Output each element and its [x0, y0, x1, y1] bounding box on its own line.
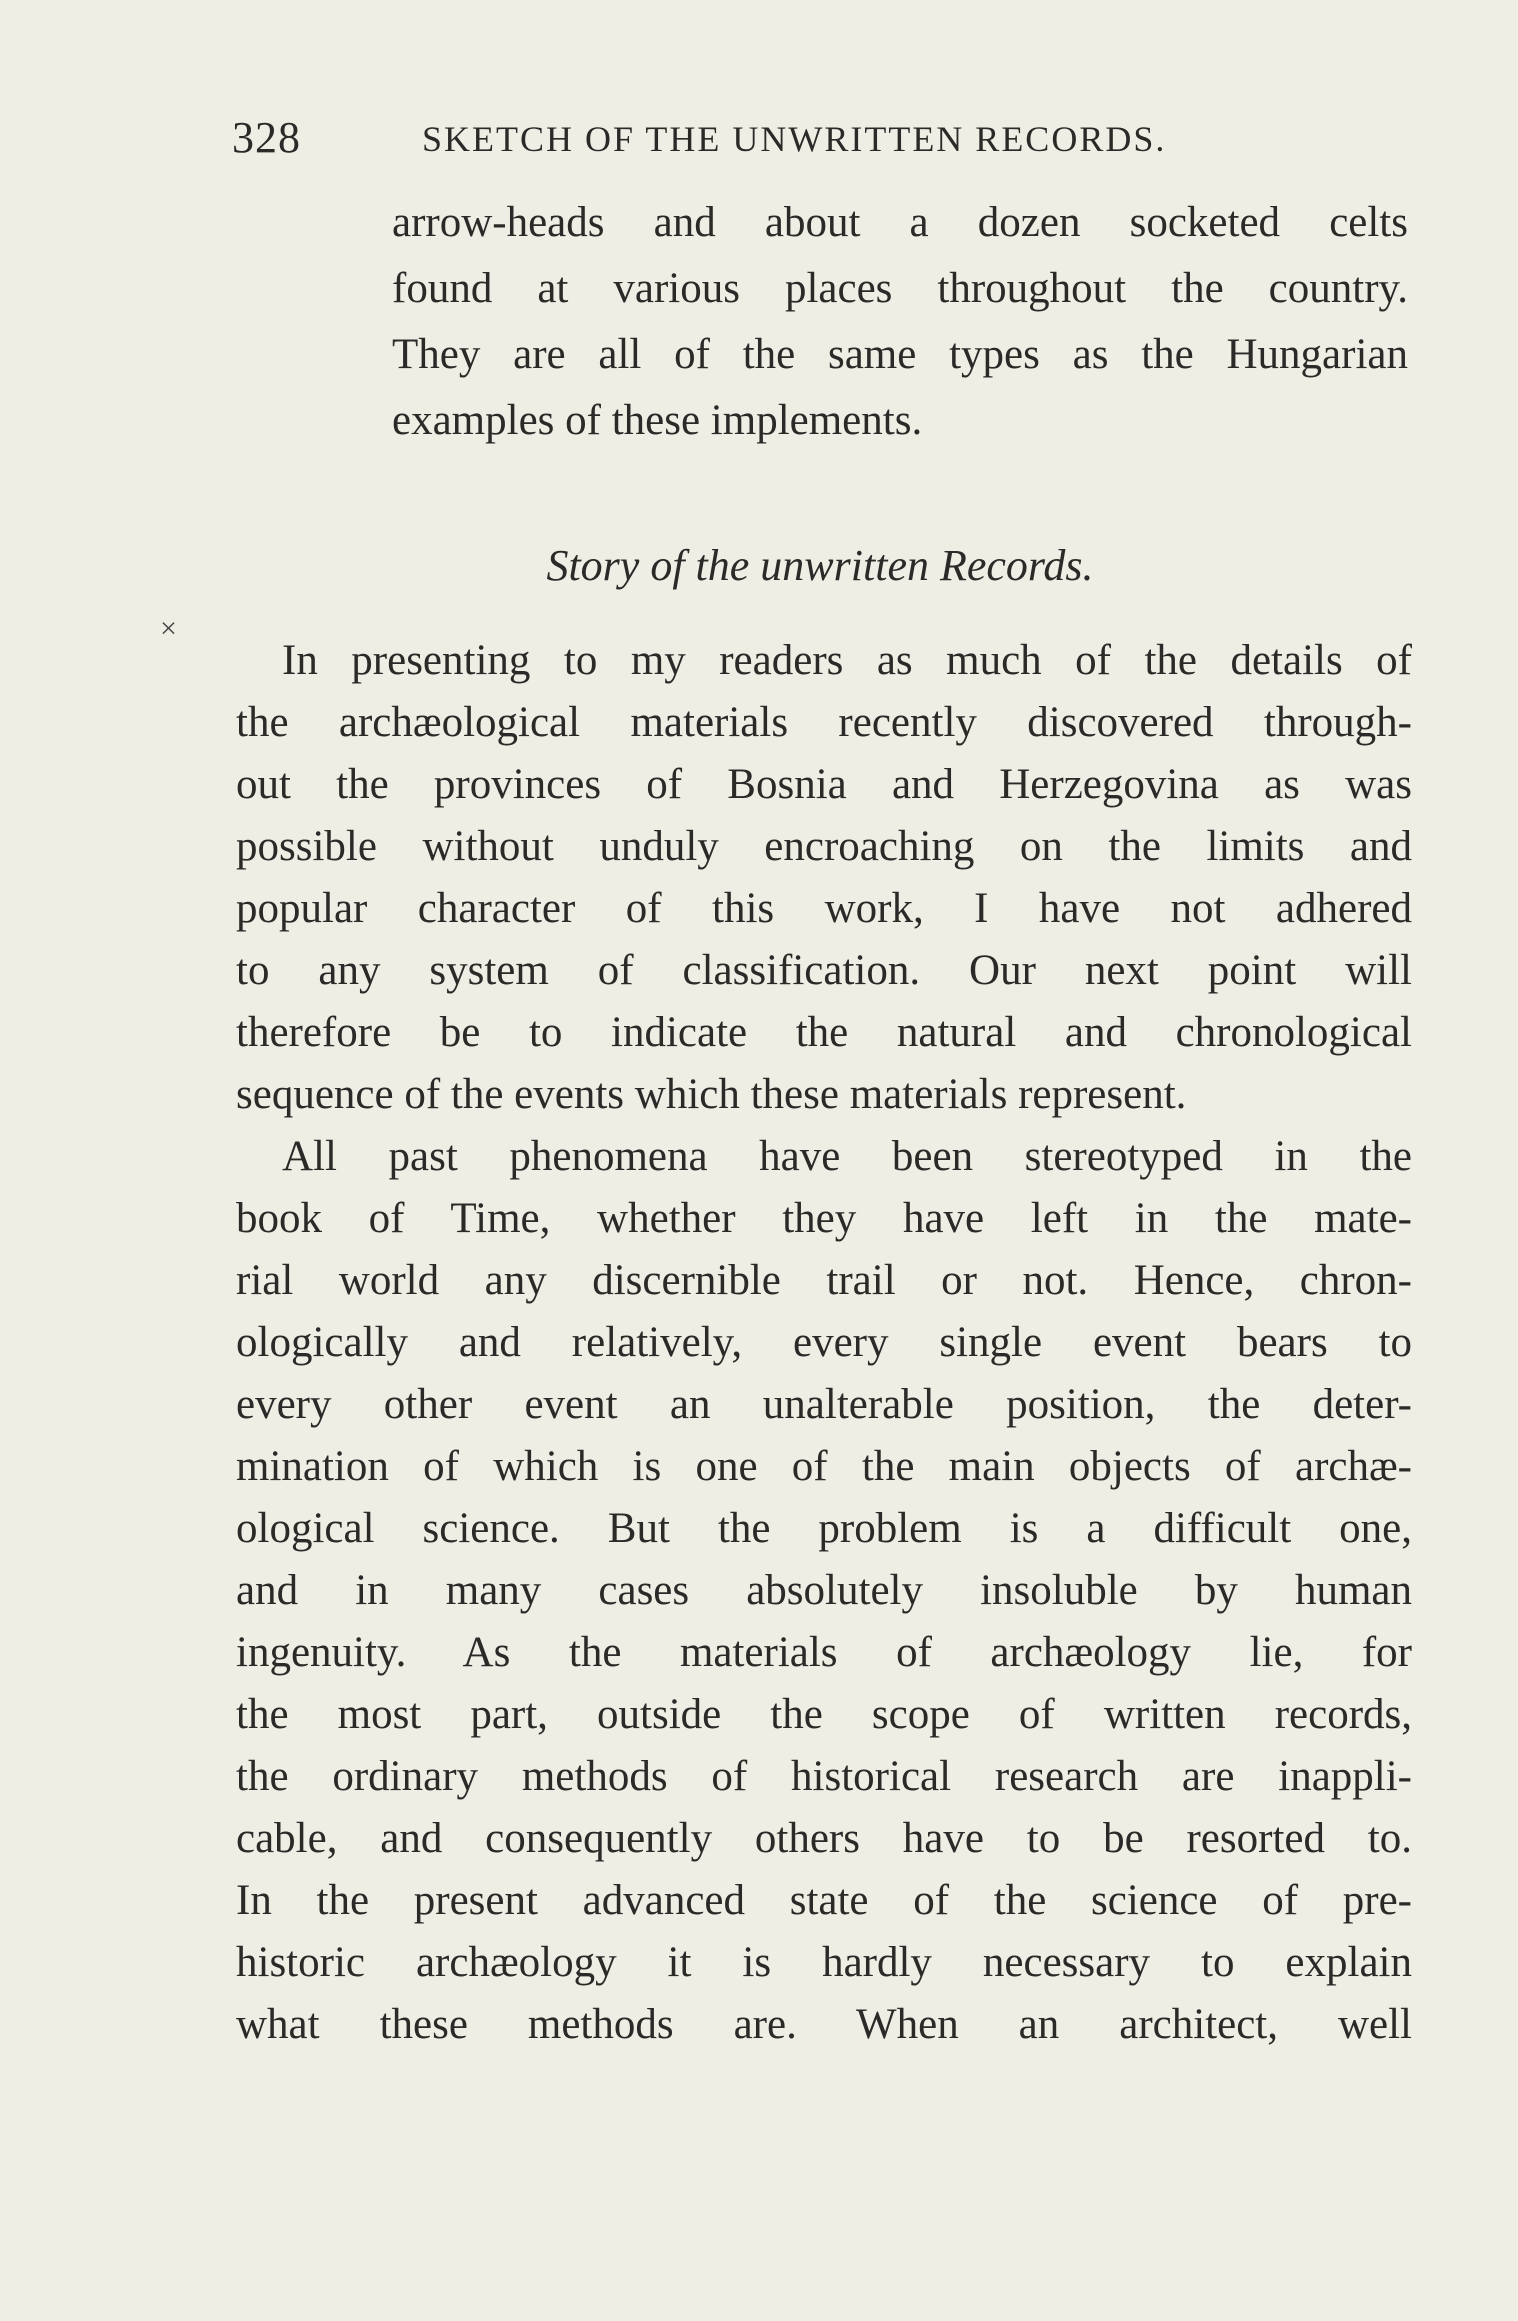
- text-line: the archæological materials recently discovered through-: [236, 699, 1412, 746]
- text-line: possible without unduly encroaching on the limits and: [236, 823, 1412, 870]
- text-line: historic archæology it is hardly necessary to explain: [236, 1939, 1412, 1986]
- page-header: [232, 112, 1232, 172]
- text-line: popular character of this work, I have not adhered: [236, 885, 1412, 932]
- running-head: SKETCH OF THE UNWRITTEN RECORDS.: [422, 119, 1167, 159]
- text-line: ingenuity. As the materials of archæology lie, for: [236, 1629, 1412, 1676]
- text-line: cable, and consequently others have to be resorted to.: [236, 1815, 1412, 1862]
- text-line: In the present advanced state of the science of pre-: [236, 1877, 1412, 1924]
- body-paragraphs: [236, 630, 1412, 2056]
- text-line: the ordinary methods of historical research are inappli-: [236, 1753, 1412, 1800]
- text-line: They are all of the same types as the Hungarian: [392, 331, 1408, 378]
- text-line: sequence of the events which these materials represent.: [236, 1071, 1187, 1118]
- text-line: to any system of classification. Our next point will: [236, 947, 1412, 994]
- text-line: arrow-heads and about a dozen socketed celts: [392, 199, 1408, 246]
- text-line: every other event an unalterable position, the deter-: [236, 1381, 1412, 1428]
- page-number: 328: [232, 113, 301, 162]
- text-line: examples of these implements.: [392, 397, 923, 444]
- text-line: therefore be to indicate the natural and chronological: [236, 1009, 1412, 1056]
- text-line: rial world any discernible trail or not. Hence, chron-: [236, 1257, 1412, 1304]
- text-line: All past phenomena have been stereotyped in the: [282, 1133, 1412, 1180]
- text-line: the most part, outside the scope of written records,: [236, 1691, 1412, 1738]
- text-line: mination of which is one of the main objects of archæ-: [236, 1443, 1412, 1490]
- margin-annotation: ×: [160, 612, 177, 645]
- text-line: and in many cases absolutely insoluble by human: [236, 1567, 1412, 1614]
- text-line: out the provinces of Bosnia and Herzegovina as was: [236, 761, 1412, 808]
- text-line: ologically and relatively, every single event bears to: [236, 1319, 1412, 1366]
- intro-paragraph: [392, 190, 1408, 454]
- text-line: In presenting to my readers as much of the details of: [282, 637, 1412, 684]
- text-line: what these methods are. When an architect, well: [236, 2001, 1412, 2048]
- text-line: ological science. But the problem is a difficult one,: [236, 1505, 1412, 1552]
- text-line: found at various places throughout the country.: [392, 265, 1408, 312]
- section-title: Story of the unwritten Records.: [546, 541, 1094, 590]
- text-line: book of Time, whether they have left in the mate-: [236, 1195, 1412, 1242]
